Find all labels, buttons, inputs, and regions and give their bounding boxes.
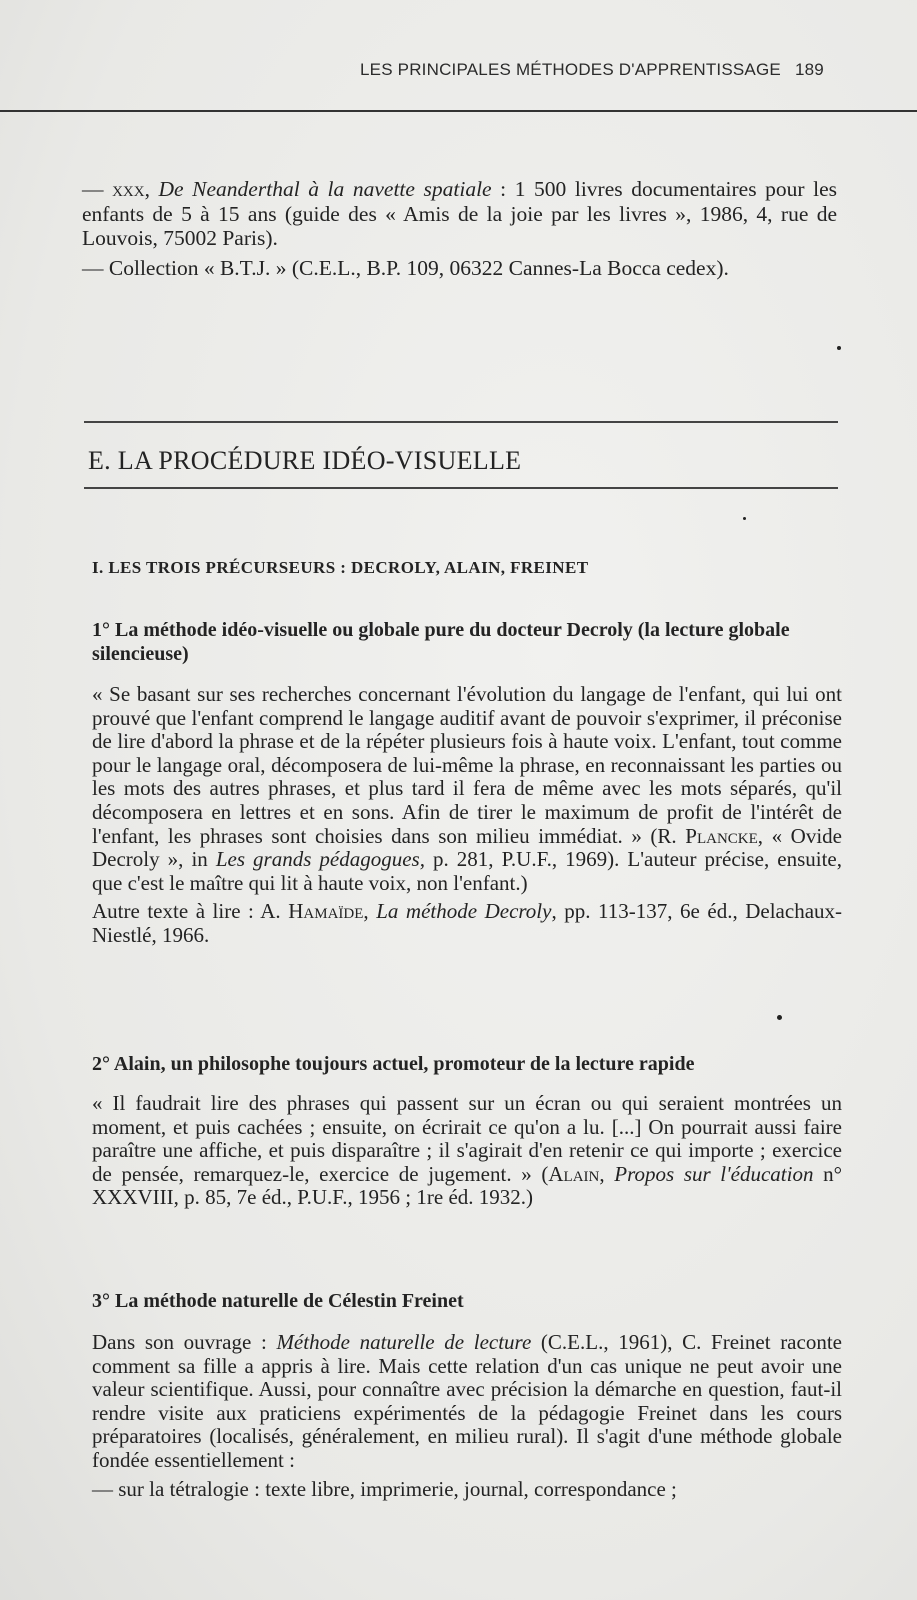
print-speck — [777, 1015, 782, 1020]
section-title: E. LA PROCÉDURE IDÉO-VISUELLE — [88, 446, 522, 475]
decroly-quote: « Se basant sur ses recherches concernant l'évolution du langage de l'enfant, qui lui ont prouvé que l'enfant comprend le langage auditif avant de pouvoir s'exprimer, il préconise de lire d'abord la phrase et de la répéter plusieurs fois à haute voix. L'enfant, tout comme pour le langage oral, décomposera de lui-même la phrase, en reconnaissant les parties ou les mots des autres phrases, et plus tard il fera de même avec les mots séparés, qu'il décomposera en lettres et en sons. Afin de tirer le maximum de profit de l'intérêt de l'enfant, les phrases sont choisies dans son milieu immédiat. » (R. Plancke, « Ovide Decroly », in Les grands pédagogues, p. 281, P.U.F., 1969). L'auteur précise, ensuite, que c'est le maître qui lit à haute voix, non l'enfant.) — [92, 682, 842, 895]
print-speck — [837, 346, 841, 350]
running-head-title: LES PRINCIPALES MÉTHODES D'APPRENTISSAGE — [360, 60, 781, 79]
bibliography-entry: — Collection « B.T.J. » (C.E.L., B.P. 109, 06322 Cannes-La Bocca cedex). — [82, 255, 729, 280]
freinet-paragraph: Dans son ouvrage : Méthode naturelle de lecture (C.E.L., 1961), C. Freinet raconte comment sa fille a appris à lire. Mais cette relation d'un cas unique ne peut avoir une valeur scientifique. Aussi, pour connaître avec précision la démarche en question, faut-il rendre visite aux praticiens expérimentés de la pédagogie Freinet dans les cours préparatoires (localisés, généralement, en milieu rural). Il s'agit d'une méthode globale fondée essentiellement : — [92, 1330, 842, 1472]
running-head — [360, 60, 840, 80]
section-rule-top — [84, 421, 838, 423]
alain-body — [92, 1092, 842, 1215]
section-rule-bottom — [84, 487, 838, 489]
alain-quote: « Il faudrait lire des phrases qui passent sur un écran ou qui seraient montrées un moment, et puis cachées ; ensuite, on écrirait ce qu'on a lu. [...] On pourrait aussi faire paraître une affiche, et puis disparaître ; il s'agirait d'en retenir ce qui importe ; exercice de pensée, remarquez-le, exercice de jugement. » (Alain, Propos sur l'éducation n° XXXVIII, p. 85, 7e éd., P.U.F., 1956 ; 1re éd. 1932.) — [92, 1091, 842, 1210]
freinet-heading: 3° La méthode naturelle de Célestin Freinet — [92, 1290, 464, 1312]
subsection-heading: I. LES TROIS PRÉCURSEURS : DECROLY, ALAIN, FREINET — [92, 558, 589, 577]
freinet-list-item: — sur la tétralogie : texte libre, imprimerie, journal, correspondance ; — [92, 1476, 677, 1501]
page-number: 189 — [794, 60, 824, 79]
decroly-heading: 1° La méthode idéo-visuelle ou globale pure du docteur Decroly (la lecture globale silencieuse) — [92, 619, 790, 665]
decroly-other-reading: Autre texte à lire : A. Hamaïde, La méthode Decroly, pp. 113-137, 6e éd., Delachaux-Niestlé, 1966. — [92, 899, 843, 947]
header-rule — [0, 110, 917, 112]
freinet-body — [92, 1331, 842, 1506]
bibliography-entry: — xxx, De Neanderthal à la navette spatiale : 1 500 livres documentaires pour les enfants de 5 à 15 ans (guide des « Amis de la joie par les livres », 1986, 4, rue de Louvois, 75002 Paris). — [82, 177, 838, 250]
decroly-body — [92, 683, 842, 953]
alain-heading: 2° Alain, un philosophe toujours actuel, promoteur de la lecture rapide — [92, 1053, 695, 1075]
print-speck — [743, 517, 746, 520]
bibliography-list — [82, 177, 837, 285]
